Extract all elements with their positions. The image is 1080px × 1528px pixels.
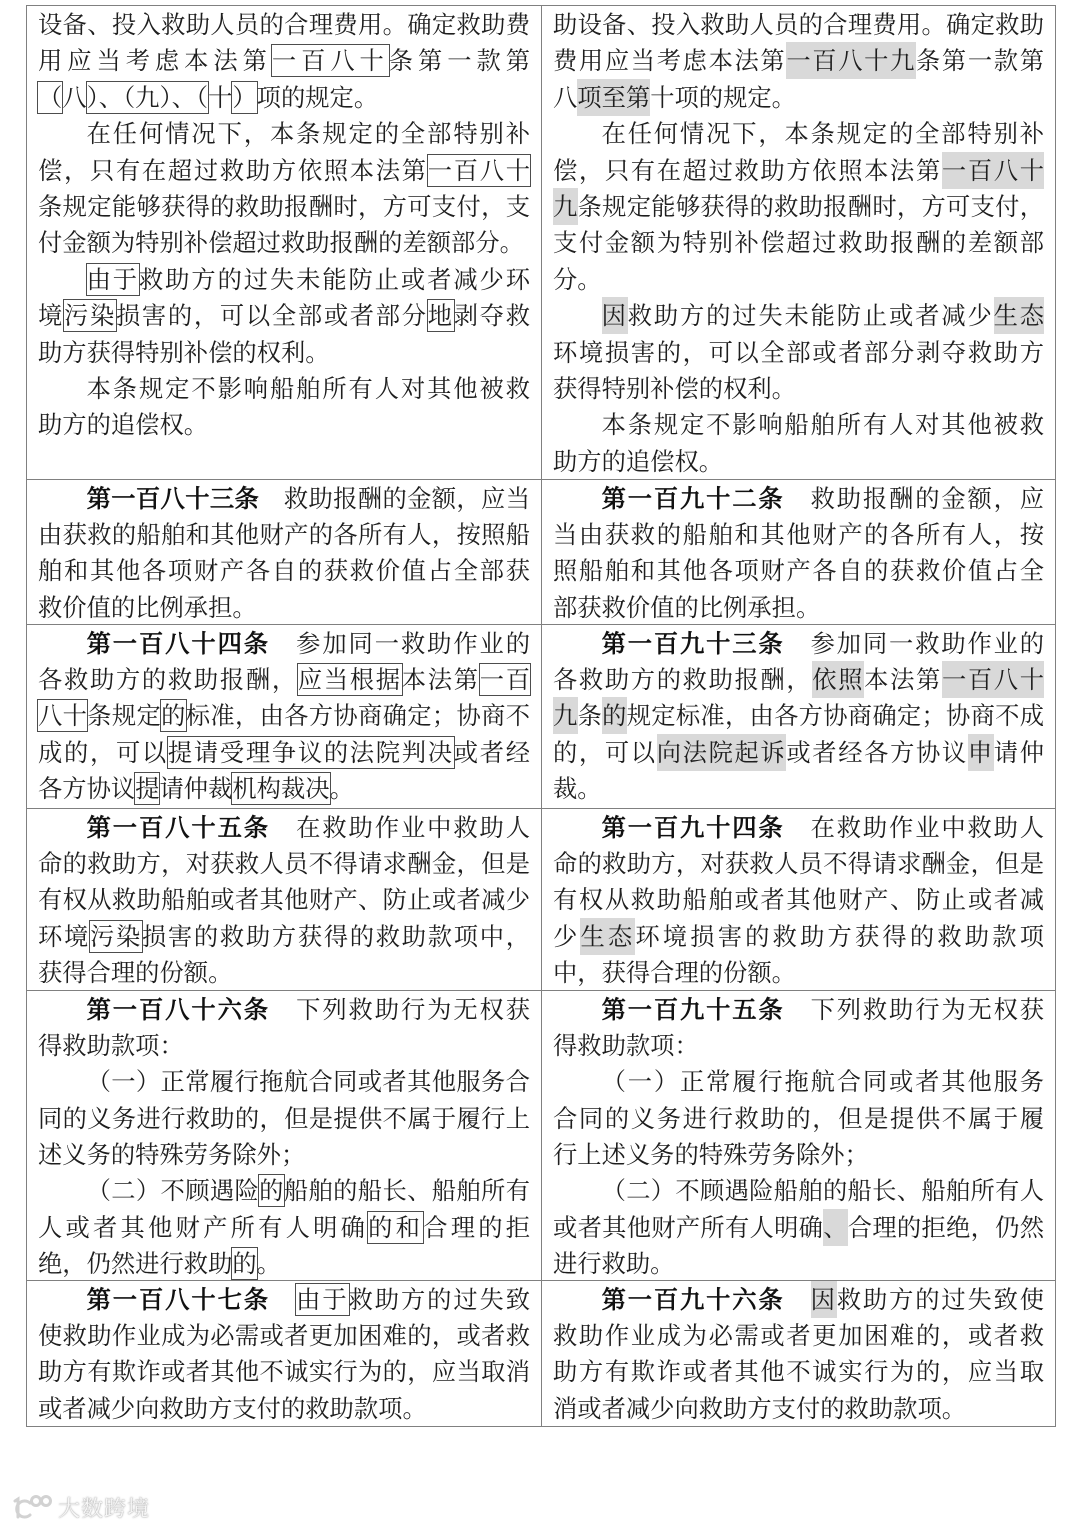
body-text: 在救助作业中救助人 xyxy=(784,812,1045,842)
new-law-cell xyxy=(542,625,1055,808)
deleted-text-box: 一百八十 xyxy=(427,155,531,185)
text-line xyxy=(553,771,1044,807)
body-text: 境 xyxy=(38,301,64,331)
text-line xyxy=(38,298,530,334)
old-law-cell xyxy=(27,991,542,1280)
body-text: 有权从救助船舶或者其他财产、防止或者减少 xyxy=(38,885,530,915)
text-line xyxy=(553,590,1044,626)
new-law-cell xyxy=(542,6,1055,479)
body-text: 获得合理的份额。 xyxy=(38,958,233,988)
changed-text-highlight: 、 xyxy=(823,1209,848,1246)
changed-text-highlight: 九 xyxy=(553,697,578,734)
text-line xyxy=(38,1064,530,1100)
body-text: 救助作业成为必需或者更加困难的，或者救 xyxy=(553,1320,1044,1350)
body-text: 船舶的船长、船舶所有 xyxy=(283,1176,531,1206)
changed-text-highlight: 项至第 xyxy=(577,79,650,116)
new-law-cell xyxy=(542,809,1055,990)
article-number: 第一百八十七条 xyxy=(86,1284,270,1314)
body-text: 合理的拒绝，仍然 xyxy=(847,1212,1045,1242)
old-law-cell xyxy=(27,625,542,808)
body-text: 项的规定。 xyxy=(256,82,379,112)
deleted-text-box: ）、（九）、（ xyxy=(86,82,209,112)
body-text: 条规定能够获得的救助报酬时，方可支付， xyxy=(577,191,1045,221)
body-text: 或者减少向救助方支付的救助款项。 xyxy=(38,1393,427,1423)
comparison-table xyxy=(26,5,1056,1427)
body-text: 命的救助方，对获救人员不得请求酬金，但是 xyxy=(38,848,530,878)
text-line xyxy=(553,7,1044,43)
changed-text-highlight: 因 xyxy=(602,297,628,334)
changed-text-highlight: 依照 xyxy=(812,661,864,698)
changed-text-highlight: 一百八十九 xyxy=(786,42,916,79)
text-line xyxy=(38,1318,530,1354)
changed-text-highlight: 九 xyxy=(553,188,578,225)
new-law-cell xyxy=(542,480,1055,624)
body-text: 设备、投入救助人员的合理费用。确定救助费 xyxy=(38,10,530,39)
text-line xyxy=(38,189,530,225)
table-row xyxy=(27,809,1055,991)
text-line xyxy=(553,626,1044,662)
body-text: 由获救的船舶和其他财产的各所有人，按照船 xyxy=(38,519,530,549)
body-text: 助设备、投入救助人员的合理费用。确定救助 xyxy=(553,10,1044,39)
body-text: 条第一款第 xyxy=(388,46,531,76)
article-number: 第一百九十二条 xyxy=(601,483,785,513)
body-text: 十项的规定。 xyxy=(650,82,796,112)
text-line xyxy=(38,1137,530,1173)
body-text: 行上述义务的特殊劳务除外； xyxy=(553,1140,869,1170)
changed-text-highlight: 因 xyxy=(811,1281,837,1318)
body-text: 中，获得合理的份额。 xyxy=(553,958,796,988)
body-text: 消或者减少向救助方支付的救助款项。 xyxy=(553,1393,967,1423)
table-row xyxy=(27,625,1055,809)
body-text: 付金额为特别补偿超过救助报酬的差额部分。 xyxy=(38,228,524,258)
deleted-text-box: 污染 xyxy=(89,921,142,951)
body-text: 救助报酬的金额，应当 xyxy=(259,483,531,513)
text-line xyxy=(38,846,530,882)
text-line xyxy=(38,919,530,955)
text-line xyxy=(38,992,530,1028)
new-law-cell xyxy=(542,1281,1055,1426)
body-text: 救助方的过失未能防止或者减少 xyxy=(627,301,994,331)
table-row xyxy=(27,480,1055,625)
body-text: 同的义务进行救助的，但是提供不属于履行上 xyxy=(38,1103,530,1133)
text-line xyxy=(553,1282,1044,1318)
body-text: 本条规定不影响船舶所有人对其他被救 xyxy=(601,410,1044,440)
old-law-cell xyxy=(27,809,542,990)
text-line xyxy=(553,1101,1044,1137)
text-line xyxy=(553,262,1044,298)
body-text: 请仲裁 xyxy=(159,774,233,804)
body-text: 分。 xyxy=(553,264,602,294)
body-text: 命的救助方，对获救人员不得请求酬金，但是 xyxy=(553,848,1044,878)
text-line xyxy=(553,1318,1044,1354)
text-line xyxy=(553,298,1044,334)
text-line xyxy=(38,225,530,261)
body-text: 或者经各方协议 xyxy=(786,737,968,767)
body-text: 助方的追偿权。 xyxy=(553,446,724,476)
body-text: 助方的追偿权。 xyxy=(38,410,209,440)
new-law-cell xyxy=(542,991,1055,1280)
text-line xyxy=(553,407,1044,443)
deleted-text-box: 提 xyxy=(135,774,160,804)
body-text: 八 xyxy=(62,82,87,112)
text-line xyxy=(553,735,1044,771)
body-text: 照船舶和其他各项财产各自的获救价值占全 xyxy=(553,556,1044,586)
text-line xyxy=(553,1210,1044,1246)
body-text: 绝，仍然进行救助 xyxy=(38,1249,233,1279)
text-line xyxy=(38,7,530,43)
changed-text-highlight: 申 xyxy=(968,734,994,771)
body-text: 救助报酬的金额，应 xyxy=(784,483,1045,513)
body-text: 用应当考虑本法第 xyxy=(38,46,272,76)
text-line xyxy=(38,481,530,517)
body-text: 成的，可以 xyxy=(38,737,168,767)
body-text: 本法第 xyxy=(864,664,942,694)
body-text: 进行救助。 xyxy=(553,1249,675,1279)
text-line xyxy=(553,444,1044,480)
deleted-text-box: 八十 xyxy=(38,701,88,731)
text-line xyxy=(553,698,1044,734)
body-text: 下列救助行为无权获 xyxy=(269,994,531,1024)
body-text: 裁。 xyxy=(553,774,602,804)
article-number: 第一百八十五条 xyxy=(86,812,270,842)
body-text: 有权从救助船舶或者其他财产、防止或者减 xyxy=(553,885,1044,915)
text-line xyxy=(553,662,1044,698)
body-text: 剥夺救 xyxy=(453,301,531,331)
changed-text-highlight: 一百八十 xyxy=(942,661,1044,698)
body-text: 本法第 xyxy=(401,664,480,694)
text-line xyxy=(553,43,1044,79)
body-text: 人或者其他财产所有人明确 xyxy=(38,1212,369,1242)
body-text: 助方获得特别补偿的权利。 xyxy=(38,337,330,367)
deleted-text-box: 应当根据 xyxy=(297,664,402,694)
body-text: 参加同一救助作业的 xyxy=(784,628,1045,658)
text-line xyxy=(38,1101,530,1137)
body-text: 偿，只有在超过救助方依照本法第 xyxy=(553,155,942,185)
body-text: 救助方的过失致 xyxy=(348,1284,531,1314)
text-line xyxy=(553,882,1044,918)
body-text: 八 xyxy=(553,82,578,112)
watermark-text: 大数跨境 xyxy=(58,1496,151,1522)
deleted-text-box: （ xyxy=(38,82,63,112)
text-line xyxy=(553,371,1044,407)
text-line xyxy=(38,371,530,407)
body-text: 或者经 xyxy=(453,737,531,767)
text-line xyxy=(38,1246,530,1282)
body-text: 得救助款项： xyxy=(553,1030,699,1060)
old-law-cell xyxy=(27,1281,542,1426)
body-text: 述义务的特殊劳务除外； xyxy=(38,1140,306,1170)
body-text xyxy=(785,1285,811,1314)
body-text: 条规定 xyxy=(87,701,162,731)
body-text: 参加同一救助作业的 xyxy=(269,628,531,658)
text-line xyxy=(553,189,1044,225)
text-line xyxy=(553,80,1044,116)
body-text: 救助方的过失致使 xyxy=(836,1284,1045,1314)
article-number: 第一百九十六条 xyxy=(601,1284,785,1314)
article-number: 第一百九十四条 xyxy=(601,812,785,842)
text-line xyxy=(553,810,1044,846)
text-line xyxy=(553,225,1044,261)
old-law-cell xyxy=(27,480,542,624)
text-line xyxy=(553,1354,1044,1390)
text-line xyxy=(38,590,530,626)
deleted-text-box: 的和 xyxy=(368,1212,424,1242)
text-line xyxy=(553,955,1044,991)
body-text: 在任何情况下，本条规定的全部特别补 xyxy=(86,119,530,149)
changed-text-highlight: 一百八十 xyxy=(942,152,1044,189)
text-line xyxy=(553,1173,1044,1209)
body-text: 各方协议 xyxy=(38,774,136,804)
text-line xyxy=(553,553,1044,589)
body-text: 条 xyxy=(577,701,603,731)
body-text: 环境损害的，可以全部或者部分剥夺救助方 xyxy=(553,337,1044,367)
body-text: （一）正常履行拖航合同或者其他服务合 xyxy=(86,1067,530,1097)
body-text: 的，可以 xyxy=(553,737,657,767)
body-text: 请仲 xyxy=(993,737,1045,767)
text-line xyxy=(553,153,1044,189)
deleted-text-box: 由于 xyxy=(296,1284,349,1314)
text-line xyxy=(38,407,530,443)
deleted-text-box: 地 xyxy=(427,301,454,331)
body-text: 救助方的过失未能防止或者减少环 xyxy=(138,264,531,294)
body-text: 损害的，可以全部或者部分 xyxy=(115,301,428,331)
body-text: 。 xyxy=(329,774,354,804)
deleted-text-box: 由于 xyxy=(86,264,139,294)
body-text: 救价值的比例承担。 xyxy=(38,592,257,622)
text-line xyxy=(38,1173,530,1209)
body-text: 合理的拒 xyxy=(423,1212,531,1242)
body-text: 条第一款第 xyxy=(916,46,1045,76)
text-line xyxy=(38,735,530,771)
text-line xyxy=(38,517,530,553)
text-line xyxy=(553,846,1044,882)
deleted-text-box: 机构裁决 xyxy=(232,774,330,804)
body-text: 费用应当考虑本法第 xyxy=(553,46,787,76)
text-line xyxy=(38,882,530,918)
text-line xyxy=(553,1064,1044,1100)
table-row xyxy=(27,991,1055,1281)
body-text: 规定标准，由各方协商确定；协商不成 xyxy=(626,701,1045,731)
deleted-text-box: 的 xyxy=(259,1176,284,1206)
watermark xyxy=(10,1492,150,1522)
article-number: 第一百九十三条 xyxy=(601,628,785,658)
body-text: 在任何情况下，本条规定的全部特别补 xyxy=(601,119,1044,149)
deleted-text-box: ） xyxy=(232,82,257,112)
changed-text-highlight: 的 xyxy=(602,697,627,734)
text-line xyxy=(38,810,530,846)
text-line xyxy=(38,335,530,371)
article-number: 第一百八十四条 xyxy=(86,628,270,658)
old-law-cell xyxy=(27,6,542,479)
article-number: 第一百九十五条 xyxy=(601,994,785,1024)
text-line xyxy=(38,955,530,991)
body-text: 标准，由各方协商确定；协商不 xyxy=(185,701,531,731)
text-line xyxy=(38,1354,530,1390)
deleted-text-box: 的 xyxy=(232,1249,257,1279)
text-line xyxy=(553,1391,1044,1427)
body-text xyxy=(270,1285,296,1314)
body-text: 舶和其他各项财产各自的获救价值占全部获 xyxy=(38,556,530,586)
text-line xyxy=(38,698,530,734)
body-text: 合同的义务进行救助的，但是提供不属于履 xyxy=(553,1103,1044,1133)
deleted-text-box: 一百 xyxy=(479,664,531,694)
text-line xyxy=(38,626,530,662)
brand-logo-icon xyxy=(10,1493,52,1521)
text-line xyxy=(553,1246,1044,1282)
body-text: 偿，只有在超过救助方依照本法第 xyxy=(38,155,428,185)
text-line xyxy=(553,919,1044,955)
body-text: 部获救价值的比例承担。 xyxy=(553,592,821,622)
deleted-text-box: 一百八十 xyxy=(271,46,389,76)
text-line xyxy=(553,481,1044,517)
text-line xyxy=(38,116,530,152)
text-line xyxy=(38,662,530,698)
text-line xyxy=(38,80,530,116)
article-number: 第一百八十六条 xyxy=(86,994,270,1024)
body-text: 各救助方的救助报酬， xyxy=(553,664,813,694)
body-text: 助方有欺诈或者其他不诚实行为的，应当取 xyxy=(553,1357,1044,1387)
body-text: 十 xyxy=(208,82,233,112)
body-text: 下列救助行为无权获 xyxy=(784,994,1045,1024)
body-text: 在救助作业中救助人 xyxy=(269,812,531,842)
body-text: 当由获救的船舶和其他财产的各所有人，按 xyxy=(553,519,1044,549)
text-line xyxy=(553,992,1044,1028)
body-text: 环境 xyxy=(38,921,90,951)
table-row xyxy=(27,6,1055,480)
body-text: （二）不顾遇险 xyxy=(86,1176,260,1206)
table-row xyxy=(27,1281,1055,1427)
text-line xyxy=(553,116,1044,152)
deleted-text-box: 污染 xyxy=(63,301,116,331)
text-line xyxy=(553,1028,1044,1064)
body-text: 得救助款项： xyxy=(38,1030,184,1060)
text-line xyxy=(38,553,530,589)
deleted-text-box: 的 xyxy=(161,701,186,731)
body-text: 条规定能够获得的救助报酬时，方可支付，支 xyxy=(38,191,530,221)
text-line xyxy=(38,1391,530,1427)
body-text: 。 xyxy=(256,1249,281,1279)
deleted-text-box: 提请受理争议的法院判决 xyxy=(167,737,454,767)
body-text: 支付金额为特别补偿超过救助报酬的差额部 xyxy=(553,228,1044,258)
text-line xyxy=(38,771,530,807)
changed-text-highlight: 向法院起诉 xyxy=(657,734,787,771)
changed-text-highlight: 生态 xyxy=(994,297,1044,334)
text-line xyxy=(553,517,1044,553)
body-text: 或者其他财产所有人明确 xyxy=(553,1212,824,1242)
changed-text-highlight: 生态 xyxy=(580,918,635,955)
text-line xyxy=(553,335,1044,371)
body-text: 环境损害的救助方获得的救助款项 xyxy=(635,921,1044,951)
body-text: （二）不顾遇险船舶的船长、船舶所有人 xyxy=(601,1176,1044,1206)
body-text: 损害的救助方获得的救助款项中， xyxy=(141,921,531,951)
article-number: 第一百八十三条 xyxy=(86,483,260,513)
text-line xyxy=(38,1210,530,1246)
body-text: 获得特别补偿的权利。 xyxy=(553,373,796,403)
text-line xyxy=(38,1282,530,1318)
body-text: （一）正常履行拖航合同或者其他服务 xyxy=(601,1067,1044,1097)
body-text: 各救助方的救助报酬， xyxy=(38,664,298,694)
text-line xyxy=(38,1028,530,1064)
body-text: 助方有欺诈或者其他不诚实行为的，应当取消 xyxy=(38,1357,530,1387)
body-text: 使救助作业成为必需或者更加困难的，或者救 xyxy=(38,1320,530,1350)
text-line xyxy=(38,153,530,189)
text-line xyxy=(38,262,530,298)
text-line xyxy=(38,43,530,79)
body-text: 少 xyxy=(553,921,581,951)
body-text: 本条规定不影响船舶所有人对其他被救 xyxy=(86,373,530,403)
text-line xyxy=(553,1137,1044,1173)
